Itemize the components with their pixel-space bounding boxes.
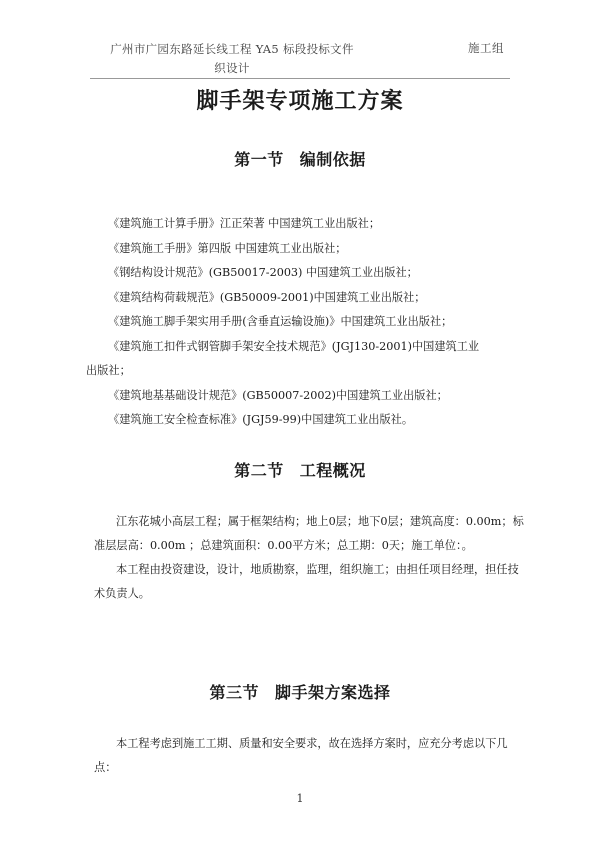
reference-item: 《建筑施工脚手架实用手册(含垂直运输设施)》中国建筑工业出版社； [108,315,453,328]
selection-paragraph: 本工程考虑到施工工期、质量和安全要求，故在选择方案时，应充分考虑以下几点： [94,737,508,774]
overview-paragraph: 本工程由投资建设，设计，地质勘察，监理，组织施工；由担任项目经理，担任技术负责人。 [94,563,519,600]
section-1-heading [0,147,600,170]
reference-item: 《建筑施工计算手册》江正荣著 中国建筑工业出版社； [108,217,381,230]
reference-item: 《建筑施工手册》第四版 中国建筑工业出版社； [108,241,347,255]
section-2-name: 工程概况 [299,461,366,480]
reference-list [86,212,518,433]
reference-item: 《建筑结构荷载规范》(GB50009-2001)中国建筑工业出版社； [108,290,426,304]
header-divider [90,78,510,79]
section-3-name: 脚手架方案选择 [275,683,391,702]
header-doc-title-line2: 织设计 [214,61,250,75]
reference-item: 《建筑施工安全检查标准》(JGJ59-99)中国建筑工业出版社。 [108,413,414,426]
page-number: 1 [296,792,304,805]
header-group: 施工组 [468,41,504,55]
reference-item-continuation: 出版社； [86,364,131,377]
section-3-number: 第三节 [209,683,259,702]
section-2-number: 第二节 [234,461,284,480]
header-doc-title [92,40,372,78]
section-2-heading [0,458,600,481]
section-3-heading [0,680,600,703]
overview-paragraph: 江东花城小高层工程；属于框架结构；地上0层；地下0层；建筑高度：0.00m；标准层层高：0.00m ；总建筑面积：0.00平方米；总工期：0天；施工单位：。 [94,515,524,552]
reference-item: 《钢结构设计规范》(GB50017-2003) 中国建筑工业出版社； [108,266,418,279]
header-doc-title-line1: 广州市广园东路延长线工程 YA5 标段投标文件 [110,42,354,56]
page-title: 脚手架专项施工方案 [196,88,404,114]
section-1-number: 第一节 [234,150,284,169]
section-1-name: 编制依据 [299,150,366,169]
reference-item: 《建筑地基基础设计规范》(GB50007-2002)中国建筑工业出版社； [108,388,448,402]
reference-item: 《建筑施工扣件式钢管脚手架安全技术规范》(JGJ130-2001)中国建筑工业 [108,339,480,353]
